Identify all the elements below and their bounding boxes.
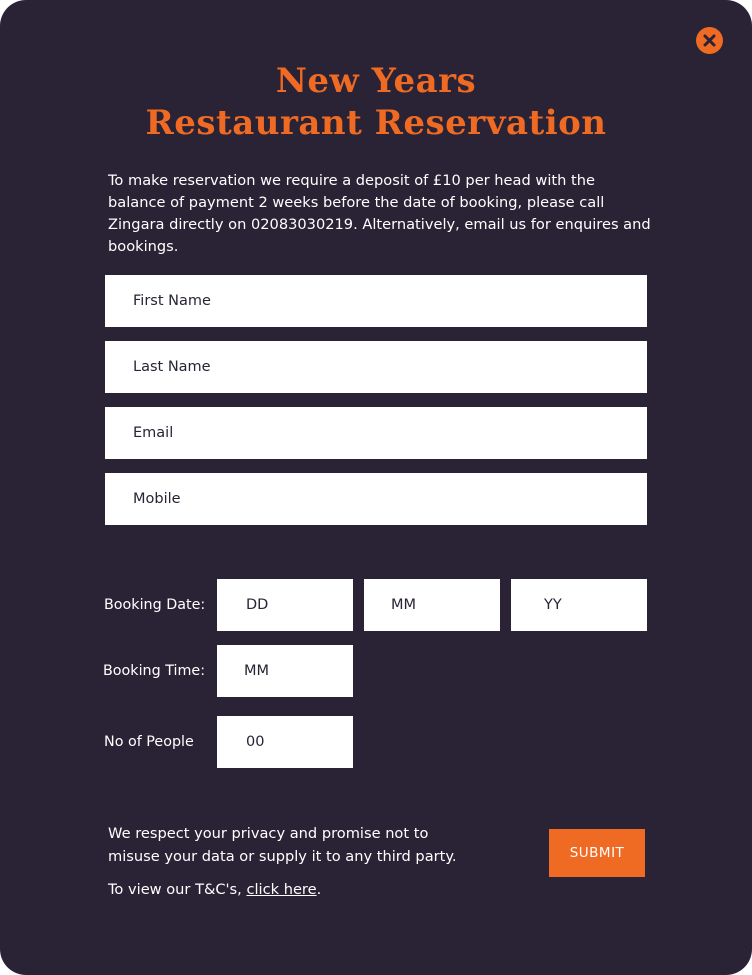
booking-day-field[interactable] [217, 579, 353, 631]
mobile-field[interactable] [105, 473, 647, 525]
close-button[interactable] [696, 27, 723, 54]
first-name-field[interactable] [105, 275, 647, 327]
terms-link[interactable]: click here [246, 881, 317, 898]
last-name-input[interactable] [133, 341, 647, 393]
booking-day-input[interactable] [246, 579, 353, 631]
terms-prefix: To view our T&C's, [108, 881, 247, 898]
booking-time-input[interactable] [244, 645, 353, 697]
submit-button[interactable]: SUBMIT [549, 829, 645, 877]
terms-text [108, 879, 321, 901]
last-name-field[interactable] [105, 341, 647, 393]
close-icon [703, 34, 716, 47]
page-title [0, 60, 752, 144]
title-line-1: New Years [275, 61, 477, 101]
title-line-2: Restaurant Reservation [145, 103, 607, 143]
booking-time-label: Booking Time: [103, 663, 206, 679]
privacy-text: We respect your privacy and promise not to misuse your data or supply it to any third party. [108, 825, 457, 865]
first-name-input[interactable] [133, 275, 647, 327]
terms-suffix: . [316, 881, 322, 898]
people-field[interactable] [217, 716, 353, 768]
booking-year-field[interactable] [511, 579, 647, 631]
intro-text: To make reservation we require a deposit of £10 per head with the balance of payment 2 weeks before the date of booking, please call Zingara directly on 02083030219. Alternatively, email us for enquires and bookings. [108, 172, 651, 255]
email-field[interactable] [105, 407, 647, 459]
mobile-input[interactable] [133, 473, 647, 525]
people-label: No of People [104, 734, 194, 750]
booking-year-input[interactable] [544, 579, 647, 631]
people-input[interactable] [246, 716, 353, 768]
booking-month-input[interactable] [391, 579, 500, 631]
booking-month-field[interactable] [364, 579, 500, 631]
booking-time-field[interactable] [217, 645, 353, 697]
email-input[interactable] [133, 407, 647, 459]
booking-date-label: Booking Date: [104, 597, 206, 613]
